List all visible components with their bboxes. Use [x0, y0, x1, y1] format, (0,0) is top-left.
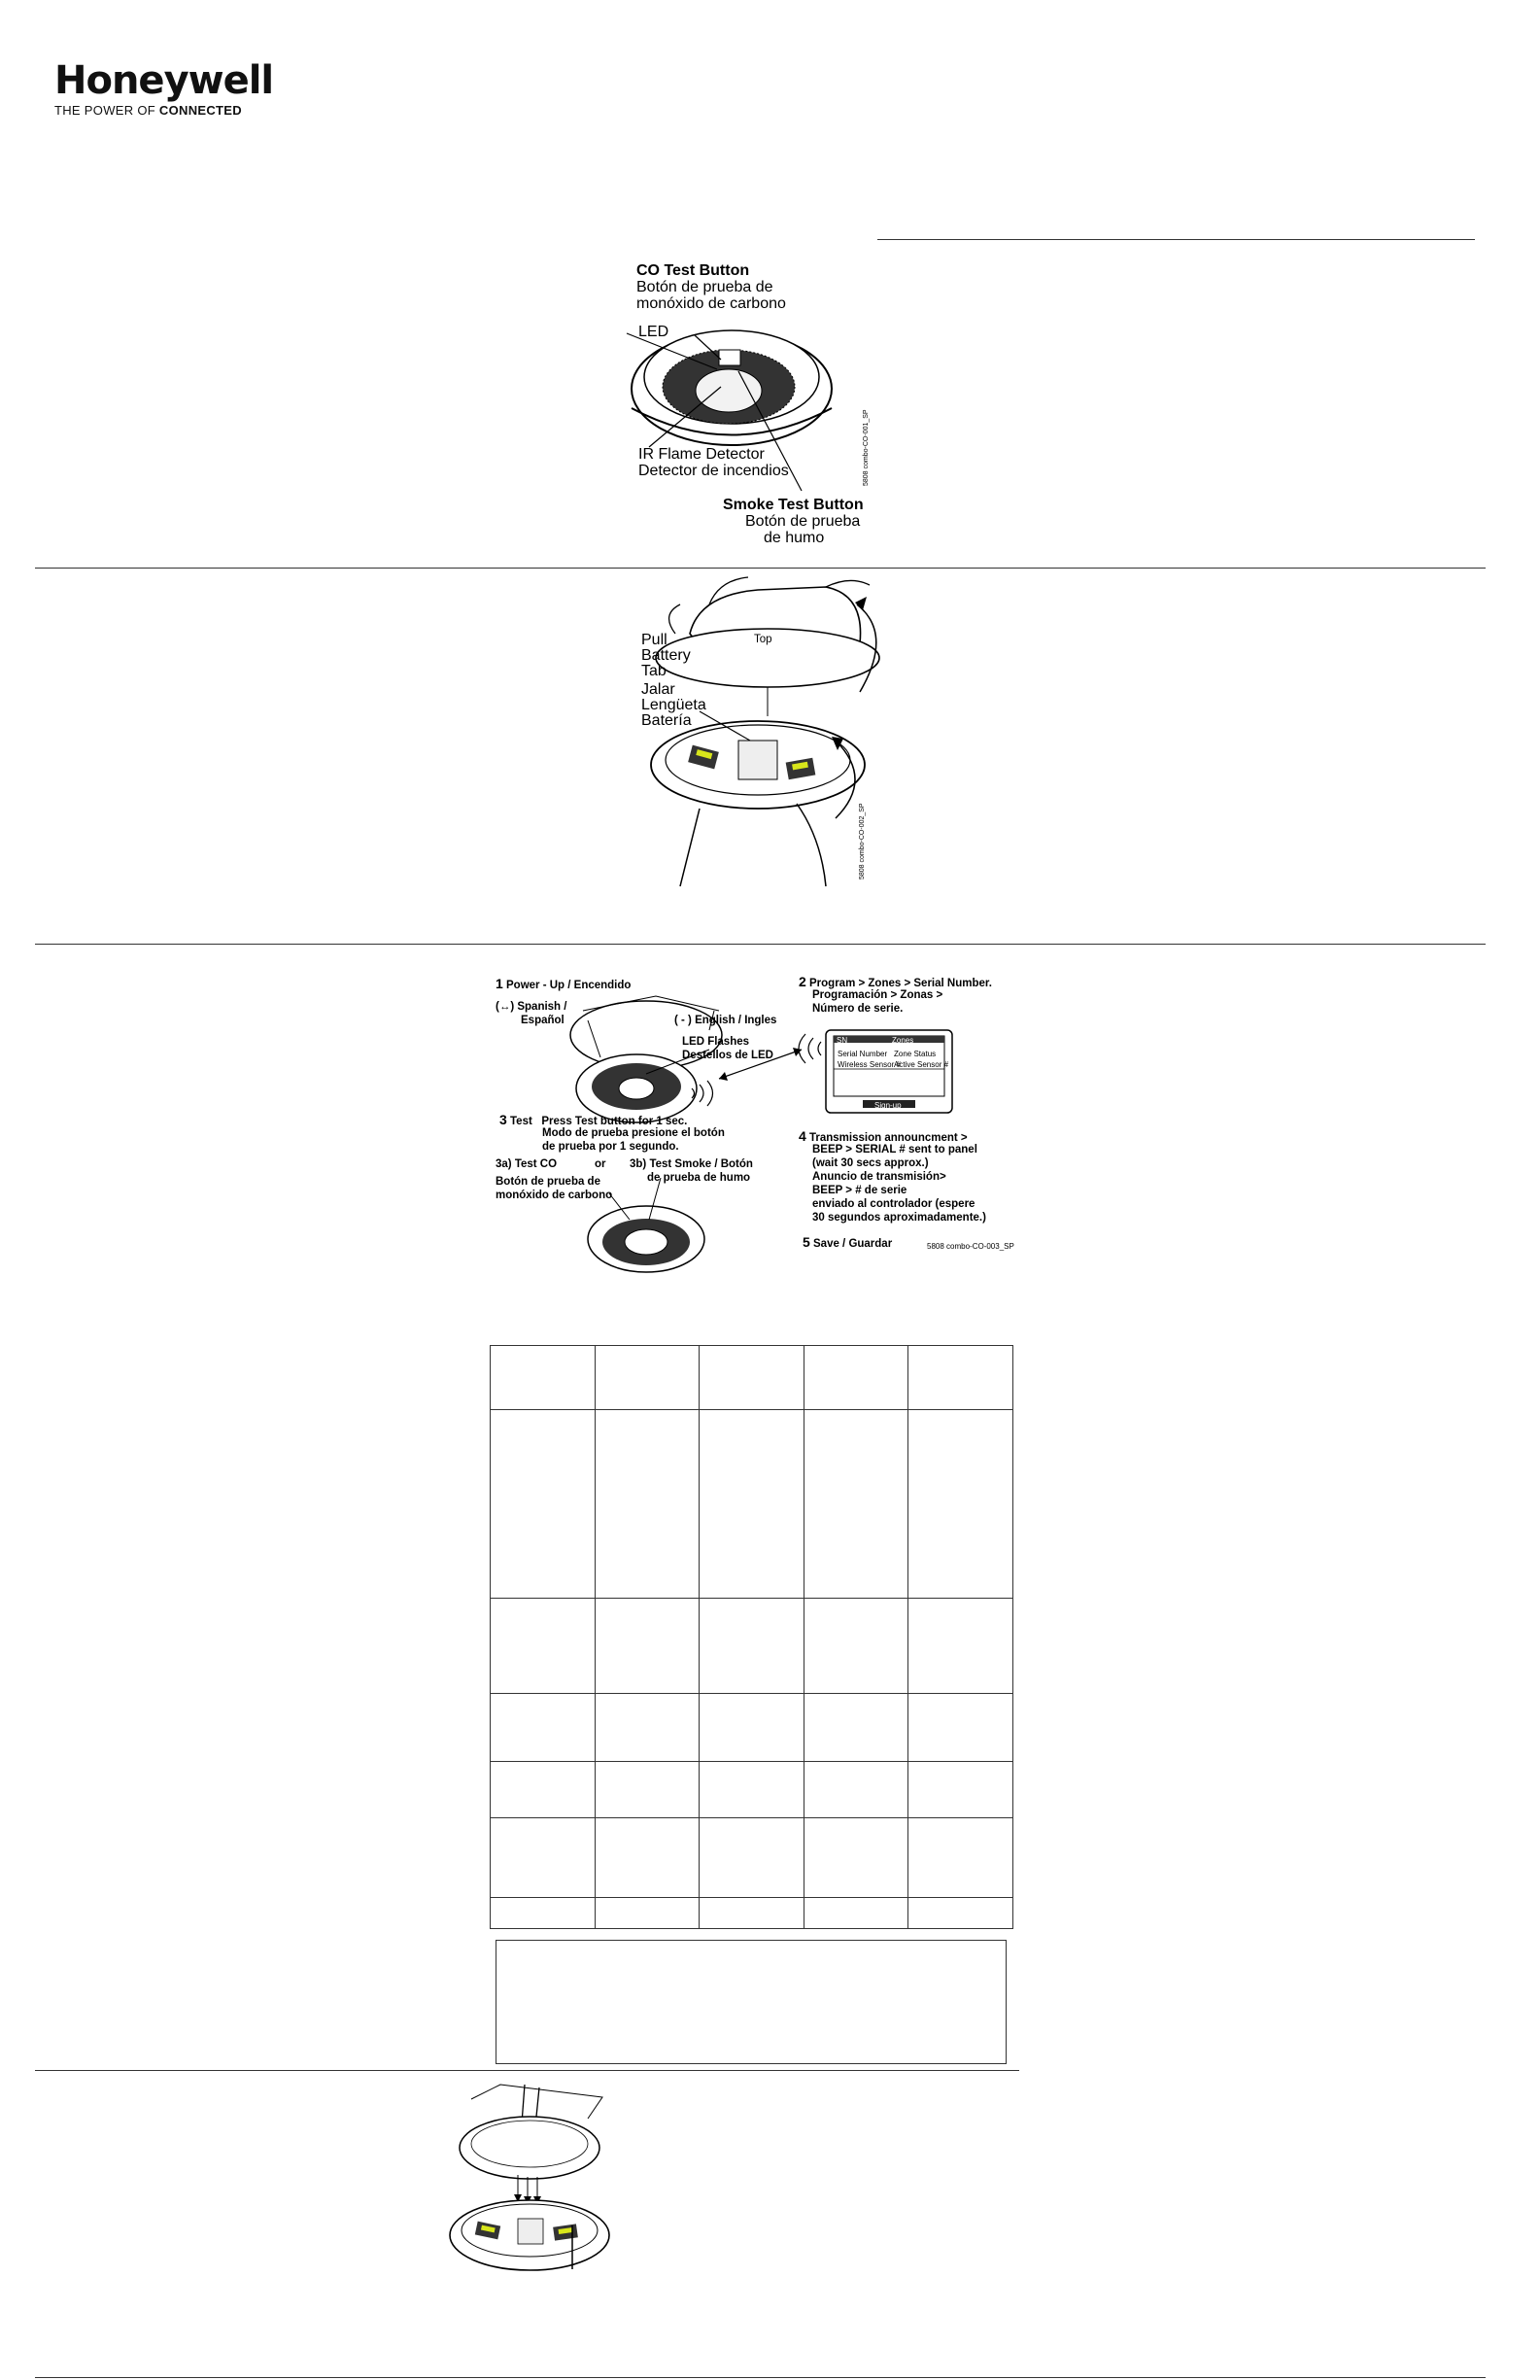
keypad-screen-head-a: SN: [837, 1036, 848, 1045]
keypad-screen-row2-a: Wireless Sensor #: [838, 1060, 901, 1069]
table-cell: [700, 1898, 804, 1929]
keypad-screen-row1-b: Zone Status: [894, 1050, 937, 1058]
step-2-line-2: Programación > Zonas >: [812, 989, 943, 1001]
table-cell: [908, 1599, 1013, 1694]
table-cell: [804, 1818, 908, 1898]
smoke-test-button-label: Smoke Test Button: [723, 497, 864, 513]
step-2-line-3: Número de serie.: [812, 1003, 904, 1015]
jalar-label: Jalar: [641, 681, 675, 698]
section-divider-3: [35, 2070, 1019, 2071]
step-5: 5 Save / Guardar: [803, 1234, 893, 1250]
table-cell: [491, 1762, 596, 1818]
table-cell: [804, 1898, 908, 1929]
step-4-line-4: Anuncio de transmisión>: [812, 1171, 946, 1183]
keypad-screen-row2-b: Active Sensor #: [894, 1060, 949, 1069]
step-3a-line-2: Botón de prueba de: [496, 1176, 600, 1188]
led-flashes-label-es: Destellos de LED: [682, 1050, 773, 1061]
table-cell: [908, 1694, 1013, 1762]
led-label: LED: [638, 324, 669, 340]
step-4-line-6: enviado al controlador (espere: [812, 1198, 975, 1210]
co-test-button-label-es: Botón de prueba de: [636, 279, 773, 295]
ir-flame-detector-label: IR Flame Detector: [638, 446, 765, 463]
table-cell: [804, 1346, 908, 1410]
table-cell: [700, 1818, 804, 1898]
step-3: 3 Test Press Test button for 1 sec.: [499, 1112, 688, 1127]
step-3-line-3: de prueba por 1 segundo.: [542, 1141, 679, 1153]
table-cell: [908, 1762, 1013, 1818]
table-cell: [595, 1762, 700, 1818]
table-cell: [491, 1898, 596, 1929]
figure-3-code: 5808 combo-CO-003_SP: [927, 1242, 1014, 1251]
table-cell: [700, 1410, 804, 1599]
step-4-line-7: 30 segundos aproximadamente.): [812, 1212, 986, 1224]
table-cell: [700, 1599, 804, 1694]
mounting-illustration: [442, 2080, 617, 2274]
table-row: [491, 1599, 1013, 1694]
spanish-mode-label-2: Español: [521, 1015, 565, 1026]
table-cell: [804, 1599, 908, 1694]
table-cell: [595, 1599, 700, 1694]
table-cell: [491, 1694, 596, 1762]
table-cell: [908, 1898, 1013, 1929]
lengueta-label: Lengüeta: [641, 697, 706, 713]
table-cell: [804, 1410, 908, 1599]
keypad-screen-head-b: Zones: [892, 1036, 914, 1045]
battery-label: Battery: [641, 647, 691, 664]
tab-label: Tab: [641, 663, 667, 679]
smoke-test-button-label-es-2: de humo: [764, 530, 825, 546]
figure-2-code: 5808 combo-CO-002_SP: [859, 803, 866, 880]
brand-tagline: THE POWER OF CONNECTED: [54, 103, 242, 118]
step-3b: 3b) Test Smoke / Botón: [630, 1158, 753, 1170]
step-1: 1 Power - Up / Encendido: [496, 976, 632, 991]
step-3a: 3a) Test CO: [496, 1158, 558, 1170]
table-cell: [595, 1694, 700, 1762]
step-or: or: [595, 1158, 606, 1170]
step-4-line-2: BEEP > SERIAL # sent to panel: [812, 1144, 977, 1156]
led-flashes-label: LED Flashes: [682, 1036, 750, 1048]
table-cell: [491, 1599, 596, 1694]
step-4-line-3: (wait 30 secs approx.): [812, 1157, 929, 1169]
co-test-button-label: CO Test Button: [636, 262, 750, 279]
table-cell: [491, 1346, 596, 1410]
table-row: [491, 1346, 1013, 1410]
pull-label: Pull: [641, 632, 667, 648]
figure-1-code: 5808 combo-CO-001_SP: [863, 409, 870, 486]
specification-table: [490, 1345, 1013, 1929]
section-divider-1: [35, 568, 1486, 569]
step-3-line-2: Modo de prueba presione el botón: [542, 1127, 725, 1139]
step-4: 4 Transmission announcment >: [799, 1128, 968, 1144]
table-cell: [491, 1410, 596, 1599]
table-cell: [908, 1410, 1013, 1599]
step-3b-line-2: de prueba de humo: [647, 1172, 751, 1184]
table-row: [491, 1818, 1013, 1898]
co-test-button-label-es-2: monóxido de carbono: [636, 295, 786, 312]
table-cell: [700, 1694, 804, 1762]
table-cell: [700, 1762, 804, 1818]
top-rule-short: [877, 239, 1475, 240]
table-cell: [595, 1818, 700, 1898]
table-cell: [908, 1818, 1013, 1898]
honeywell-logo: Honeywell: [54, 58, 274, 103]
table-cell: [908, 1346, 1013, 1410]
keypad-screen-row1-a: Serial Number: [838, 1050, 888, 1058]
step-2: 2 Program > Zones > Serial Number.: [799, 974, 992, 989]
english-mode-label: ( - ) English / Ingles: [674, 1015, 777, 1026]
keypad-sign-up-button: Sign-up: [874, 1101, 902, 1110]
step-3a-line-3: monóxido de carbono: [496, 1190, 613, 1201]
spanish-mode-label: (↔) Spanish /: [496, 1001, 567, 1013]
table-row: [491, 1898, 1013, 1929]
table-cell: [595, 1410, 700, 1599]
table-row: [491, 1410, 1013, 1599]
top-label: Top: [754, 634, 772, 645]
table-row: [491, 1694, 1013, 1762]
table-cell: [700, 1346, 804, 1410]
section-divider-2: [35, 944, 1486, 945]
bottom-rule: [35, 2377, 1486, 2378]
table-cell: [804, 1694, 908, 1762]
table-cell: [804, 1762, 908, 1818]
ir-flame-detector-label-es: Detector de incendios: [638, 463, 789, 479]
step-4-line-5: BEEP > # de serie: [812, 1185, 907, 1196]
smoke-test-button-label-es: Botón de prueba: [745, 513, 861, 530]
table-cell: [595, 1898, 700, 1929]
note-box: [496, 1940, 1007, 2064]
table-cell: [595, 1346, 700, 1410]
table-cell: [491, 1818, 596, 1898]
table-row: [491, 1762, 1013, 1818]
bateria-label: Batería: [641, 712, 692, 729]
